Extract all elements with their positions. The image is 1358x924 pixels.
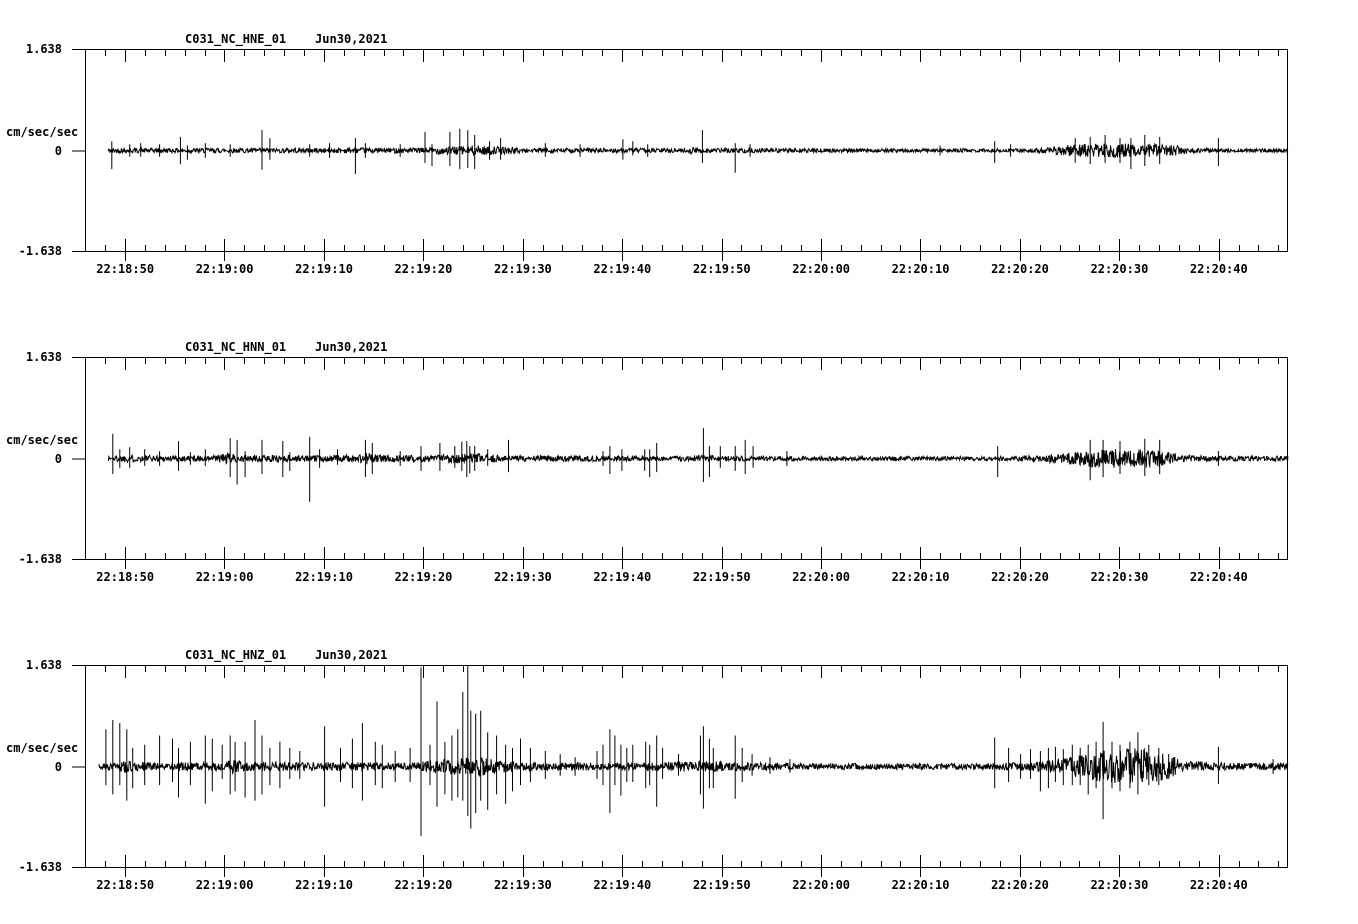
x-tick-label: 22:19:10	[295, 262, 353, 276]
x-tick-label: 22:19:40	[593, 262, 652, 276]
y-axis-units-label: cm/sec/sec	[6, 740, 79, 755]
x-tick-label: 22:18:50	[96, 878, 155, 892]
y-tick-label: 0	[54, 143, 62, 158]
waveform-trace-hne	[108, 129, 1288, 174]
x-tick-label: 22:19:10	[295, 878, 353, 892]
x-tick-label: 22:19:10	[295, 570, 353, 584]
x-tick-label: 22:19:20	[394, 878, 453, 892]
x-tick-label: 22:19:40	[593, 570, 652, 584]
x-tick-label: 22:20:30	[1090, 570, 1149, 584]
x-tick-label: 22:20:10	[891, 262, 950, 276]
trace-title-hnn: C031_NC_HNN_01 Jun30,2021	[185, 340, 388, 354]
x-tick-label: 22:19:50	[692, 262, 751, 276]
x-tick-label: 22:20:40	[1189, 262, 1248, 276]
y-axis-units-label: cm/sec/sec	[6, 432, 79, 447]
x-tick-label: 22:19:00	[195, 570, 254, 584]
x-tick-label: 22:20:10	[891, 570, 950, 584]
y-tick-label: -1.638	[18, 552, 62, 566]
y-tick-label: -1.638	[18, 244, 62, 258]
y-tick-label: -1.638	[18, 860, 62, 874]
x-tick-label: 22:20:20	[991, 878, 1049, 892]
x-tick-label: 22:19:20	[394, 570, 453, 584]
x-tick-label: 22:19:30	[493, 570, 552, 584]
y-tick-label: 1.638	[25, 658, 62, 672]
x-tick-label: 22:19:40	[593, 878, 652, 892]
x-tick-label: 22:18:50	[96, 570, 155, 584]
x-tick-label: 22:20:00	[792, 570, 851, 584]
waveform-plot-hnn	[85, 357, 1288, 560]
y-tick-label: 0	[54, 759, 62, 774]
waveform-trace-hnn	[108, 428, 1288, 502]
waveform-trace-hnz	[99, 665, 1288, 836]
x-tick-label: 22:20:10	[891, 878, 950, 892]
axis-ticks	[72, 49, 1279, 261]
x-tick-label: 22:19:30	[493, 878, 552, 892]
trace-title-hnz: C031_NC_HNZ_01 Jun30,2021	[185, 648, 388, 662]
x-tick-label: 22:18:50	[96, 262, 155, 276]
y-tick-label: 1.638	[25, 350, 62, 364]
x-tick-label: 22:20:30	[1090, 262, 1149, 276]
x-tick-label: 22:20:30	[1090, 878, 1149, 892]
y-tick-label: 1.638	[25, 42, 62, 56]
x-tick-label: 22:19:20	[394, 262, 453, 276]
y-tick-label: 0	[54, 451, 62, 466]
x-tick-label: 22:20:20	[991, 570, 1049, 584]
waveform-plot-hnz	[85, 665, 1288, 868]
y-axis-units-label: cm/sec/sec	[6, 124, 79, 139]
trace-title-hne: C031_NC_HNE_01 Jun30,2021	[185, 32, 388, 46]
x-tick-label: 22:20:20	[991, 262, 1049, 276]
x-tick-label: 22:20:40	[1189, 878, 1248, 892]
x-tick-label: 22:19:50	[692, 878, 751, 892]
x-tick-label: 22:19:30	[493, 262, 552, 276]
x-tick-label: 22:19:50	[692, 570, 751, 584]
x-tick-label: 22:20:00	[792, 878, 851, 892]
x-tick-label: 22:20:40	[1189, 570, 1248, 584]
waveform-plot-hne	[85, 49, 1288, 252]
x-tick-label: 22:19:00	[195, 262, 254, 276]
x-tick-label: 22:20:00	[792, 262, 851, 276]
x-tick-label: 22:19:00	[195, 878, 254, 892]
